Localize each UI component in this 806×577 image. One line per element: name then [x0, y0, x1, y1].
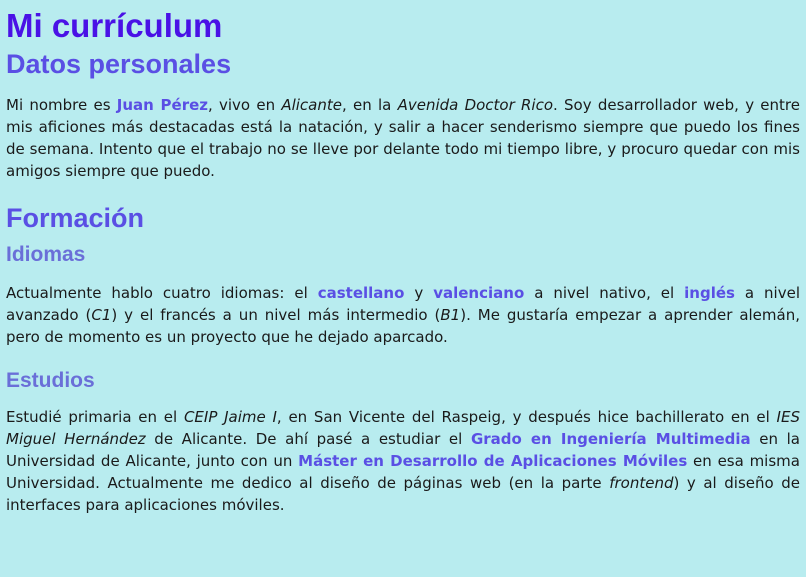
text: en la Universidad de Alicante, junto con un [6, 430, 800, 470]
language-highlight: castellano [317, 284, 405, 302]
city: Alicante [281, 96, 342, 114]
idiomas-paragraph [6, 282, 800, 348]
section-heading-personal: Datos personales [6, 49, 232, 79]
text: a nivel nativo, el [524, 284, 685, 302]
section-heading-formacion: Formación [6, 203, 145, 233]
school: CEIP Jaime I [183, 408, 277, 426]
master-highlight: Máster en Desarrollo de Aplicaciones Móviles [298, 452, 688, 470]
text: Actualmente hablo cuatro idiomas: el [6, 284, 318, 302]
language-highlight: valenciano [433, 284, 525, 302]
name-highlight: Juan Pérez [116, 96, 208, 114]
language-highlight: inglés [684, 284, 735, 302]
text: , vivo en [208, 96, 282, 114]
text: ) y al diseño de interfaces para aplicaciones móviles. [6, 474, 801, 514]
text: . Soy desarrollador web, y entre mis aficiones más destacadas está la natación, y salir a hacer senderismo siempre que puedo los fines de semana. Intento que el trabajo no se lleve por delante todo mi tiempo libre, y procuro quedar con mis amigos siempre que puedo. [6, 96, 800, 180]
page-title: Mi currículum [6, 7, 223, 44]
level: B1 [440, 306, 461, 324]
text: en esa misma Universidad. Actualmente me dedico al diseño de páginas web (en la parte [6, 452, 800, 492]
text: de Alicante. De ahí pasé a estudiar el [145, 430, 471, 448]
text: Mi nombre es [6, 96, 117, 114]
degree-highlight: Grado en Ingeniería Multimedia [470, 430, 751, 448]
text: Estudié primaria en el [6, 408, 184, 426]
text: , en San Vicente del Raspeig, y después hice bachillerato en el [276, 408, 777, 426]
school: IES Miguel Hernández [6, 408, 800, 448]
subsection-heading-estudios: Estudios [6, 369, 95, 392]
text: ) y el francés a un nivel más intermedio ( [111, 306, 441, 324]
frontend-term: frontend [609, 474, 674, 492]
text: , en la [341, 96, 398, 114]
estudios-paragraph [6, 406, 800, 516]
personal-paragraph [6, 94, 800, 182]
text: ). Me gustaría empezar a aprender alemán, pero de momento es un proyecto que he dejado aparcado. [6, 306, 800, 346]
text: y [404, 284, 434, 302]
subsection-heading-idiomas: Idiomas [6, 243, 86, 266]
text: a nivel avanzado ( [6, 284, 800, 324]
street: Avenida Doctor Rico [397, 96, 554, 114]
level: C1 [91, 306, 112, 324]
